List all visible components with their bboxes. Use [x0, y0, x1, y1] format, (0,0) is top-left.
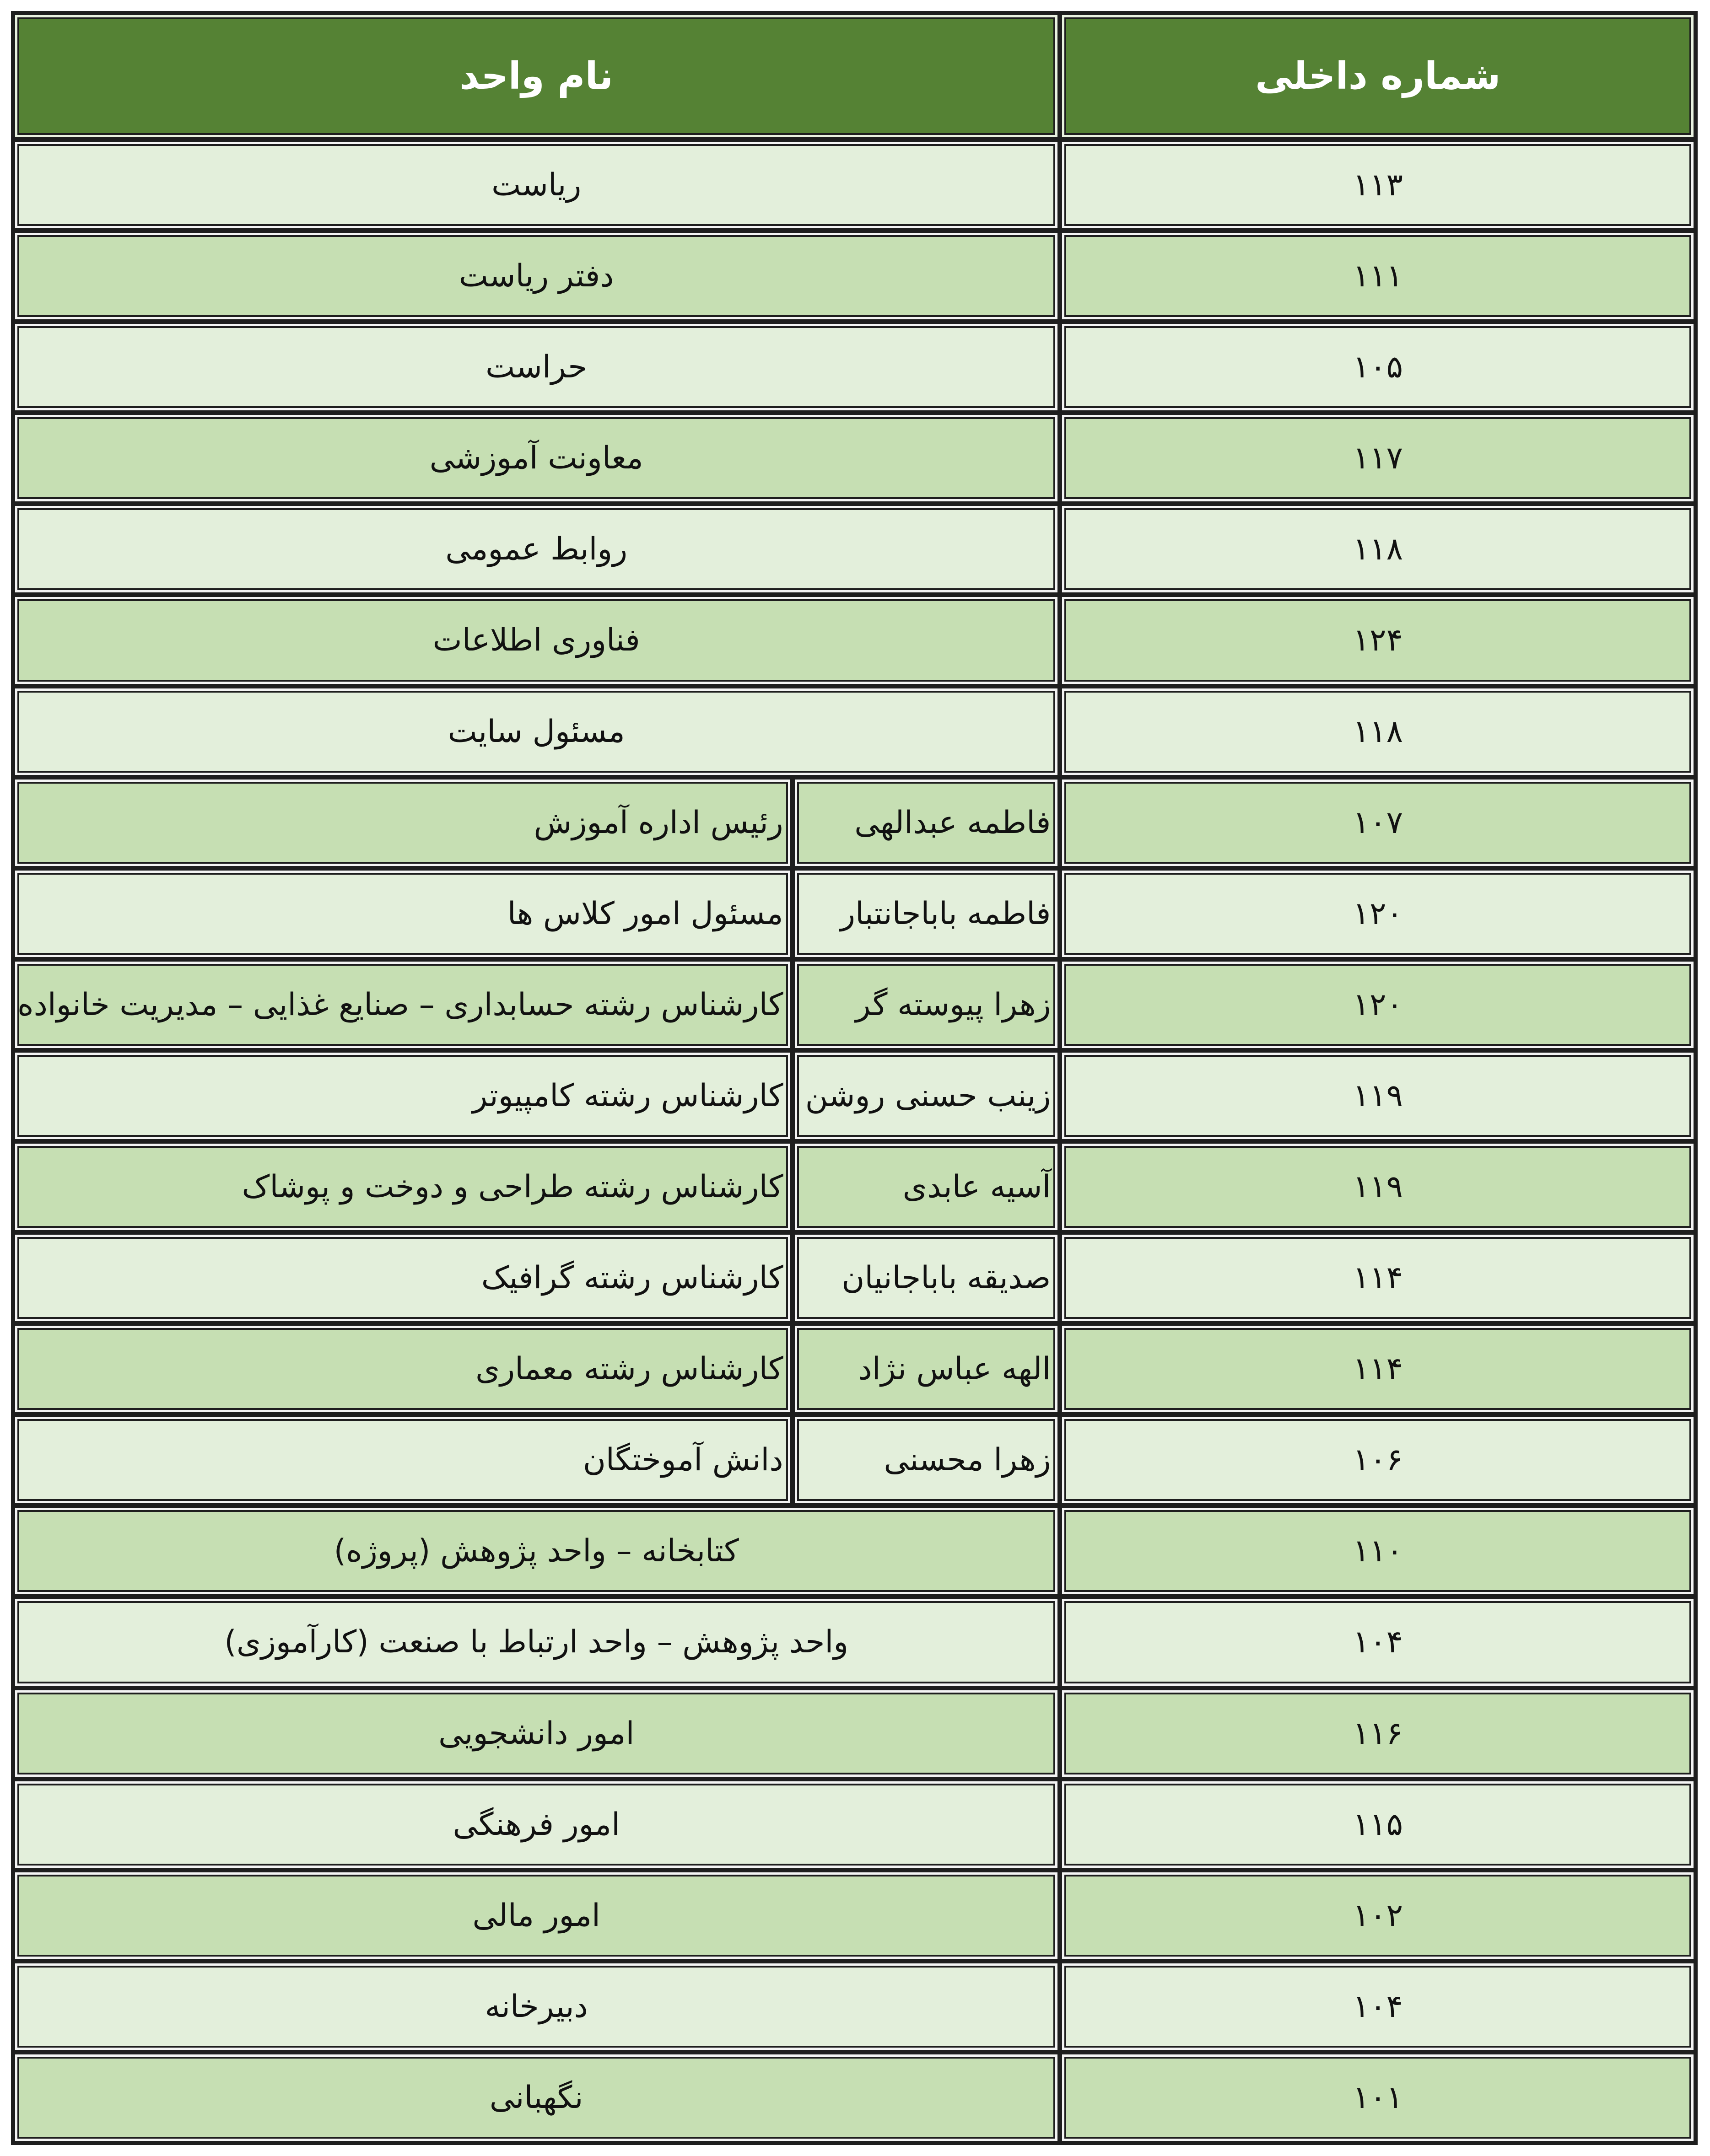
table-row-extension: ۱۲۴: [1062, 597, 1694, 683]
table-row-extension: ۱۱۹: [1062, 1144, 1694, 1230]
table-row-extension: ۱۲۰: [1062, 871, 1694, 957]
table-row-unit: حراست: [15, 324, 1057, 410]
table-row-extension: ۱۱۰: [1062, 1508, 1694, 1594]
table-row-unit: امور دانشجویی: [15, 1690, 1057, 1777]
table-row-person: فاطمه باباجانتبار: [795, 871, 1058, 957]
table-row-extension: ۱۱۹: [1062, 1053, 1694, 1139]
table-row-extension: ۱۱۴: [1062, 1326, 1694, 1412]
table-row-unit: واحد پژوهش – واحد ارتباط با صنعت (کارآموزی): [15, 1599, 1057, 1685]
table-row-extension: ۱۱۵: [1062, 1781, 1694, 1868]
phone-directory-table: [11, 11, 1698, 2145]
table-row-role: رئیس اداره آموزش: [15, 780, 790, 866]
table-row-extension: ۱۰۴: [1062, 1599, 1694, 1685]
table-row-extension: ۱۱۶: [1062, 1690, 1694, 1777]
table-row-unit: امور مالی: [15, 1872, 1057, 1959]
table-row-unit: امور فرهنگی: [15, 1781, 1057, 1868]
table-row-extension: ۱۲۰: [1062, 962, 1694, 1048]
table-row-extension: ۱۱۸: [1062, 688, 1694, 775]
table-row-extension: ۱۰۷: [1062, 780, 1694, 866]
table-row-extension: ۱۰۱: [1062, 2054, 1694, 2141]
table-row-person: زهرا پیوسته گر: [795, 962, 1058, 1048]
table-row-extension: ۱۱۸: [1062, 506, 1694, 592]
table-row-extension: ۱۱۴: [1062, 1235, 1694, 1321]
table-row-unit: ریاست: [15, 142, 1057, 228]
unit-name-header: نام واحد: [15, 15, 1057, 137]
table-row-extension: ۱۱۷: [1062, 415, 1694, 501]
table-row-unit: دبیرخانه: [15, 1963, 1057, 2050]
table-row-extension: ۱۱۱: [1062, 233, 1694, 319]
table-row-role: کارشناس رشته حسابداری – صنایع غذایی – مدیریت خانواده: [15, 962, 790, 1048]
table-row-role: کارشناس رشته گرافیک: [15, 1235, 790, 1321]
extension-header: شماره داخلی: [1062, 15, 1694, 137]
table-row-role: کارشناس رشته کامپیوتر: [15, 1053, 790, 1139]
table-row-unit: معاونت آموزشی: [15, 415, 1057, 501]
table-row-person: زهرا محسنی: [795, 1417, 1058, 1503]
table-row-role: کارشناس رشته طراحی و دوخت و پوشاک: [15, 1144, 790, 1230]
table-row-role: کارشناس رشته معماری: [15, 1326, 790, 1412]
table-row-person: صدیقه باباجانیان: [795, 1235, 1058, 1321]
table-row-extension: ۱۱۳: [1062, 142, 1694, 228]
table-row-role: مسئول امور کلاس ها: [15, 871, 790, 957]
table-row-role: دانش آموختگان: [15, 1417, 790, 1503]
table-row-unit: دفتر ریاست: [15, 233, 1057, 319]
table-row-unit: فناوری اطلاعات: [15, 597, 1057, 683]
table-row-unit: کتابخانه – واحد پژوهش (پروژه): [15, 1508, 1057, 1594]
table-row-unit: نگهبانی: [15, 2054, 1057, 2141]
table-row-extension: ۱۰۶: [1062, 1417, 1694, 1503]
table-row-extension: ۱۰۴: [1062, 1963, 1694, 2050]
table-row-extension: ۱۰۵: [1062, 324, 1694, 410]
table-row-person: زینب حسنی روشن: [795, 1053, 1058, 1139]
table-row-unit: روابط عمومی: [15, 506, 1057, 592]
table-row-unit: مسئول سایت: [15, 688, 1057, 775]
table-row-person: الهه عباس نژاد: [795, 1326, 1058, 1412]
table-row-extension: ۱۰۲: [1062, 1872, 1694, 1959]
table-row-person: فاطمه عبدالهی: [795, 780, 1058, 866]
table-row-person: آسیه عابدی: [795, 1144, 1058, 1230]
